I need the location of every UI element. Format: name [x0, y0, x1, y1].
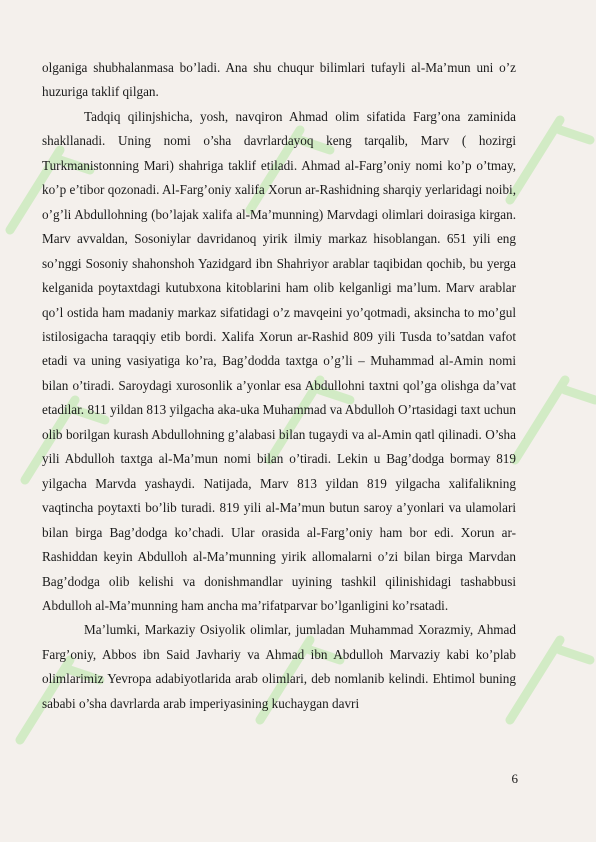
page-number: 6 [511, 771, 518, 786]
paragraph-continuation: olganiga shubhalanmasa bo’ladi. Ana shu chuqur bilimlari tufayli al-Ma’mun uni o’z huzuriga taklif qilgan. [42, 60, 516, 100]
paragraph-central-asian-scholars: Ma’lumki, Markaziy Osiyolik olimlar, jumladan Muhammad Xorazmiy, Ahmad Farg’oniy, Abbos ibn Said Javhariy va Ahmad ibn Abdulloh Marvaziy kabi ko’plab olimlarimiz Yevropa adabiyotlarida arab olimlari, deb nomlanib kelindi. Ehtimol buning sababi o’sha davrlarda arab imperiyasining kuchaygan davri [42, 622, 516, 711]
paragraph-farghani-marv: Tadqiq qilinjshicha, yosh, navqiron Ahmad olim sifatida Farg’ona zaminida shakllanadi. Uning nomi o’sha davrlardayoq keng tarqalib, Marv ( hozirgi Turkmanistonning Mari) shahriga taklif etiladi. Ahmad al-Farg’oniy nomi ko’p o’tmay, ko’p e’tibor qozonadi. Al-Farg’oniy xalifa Xorun ar-Rashidning sharqiy yerlaridagi noibi, o’g’li Abdullohning (bo’lajak xalifa al-Ma’munning) Marvdagi olimlari doirasiga kirgan. Marv avvaldan, Sosoniylar davridanoq yirik ilmiy markaz hisoblangan. 651 yili eng so’nggi Sosoniy shahonshoh Yazidgard ibn Shahriyor arablar taqibidan qochib, bu yerga kelganida poytaxtdagi kutubxona kitoblarini ham olib kelganligi ma’lum. Marv arablar qo’l ostida ham madaniy markaz sifatidagi o’z mavqeini yo’qotmadi, aksincha to mo’gul istilosigacha taraqqiy etib bordi. Xalifa Xorun ar-Rashid 809 yili Tusda to’satdan vafot etadi va uning vasiyatiga ko’ra, Bag’dodda taxtga o’g’li – Muhammad al-Amin nomi bilan o’tiradi. Saroydagi xurosonlik a’yonlar esa Abdullohni taxtni qol’ga olishga da’vat etadilar. 811 yildan 813 yilgacha aka-uka Muhammad va Abdulloh O’rtasidagi taxt uchun olib borilgan kurash Abdullohning g’alabasi bilan tugaydi va al-Amin qatl qilinadi. O’sha yili Abdulloh taxtga al-Ma’mun nomi bilan o’tiradi. Lekin u Bag’dodga bormay 819 yilgacha Marvda yashaydi. Natijada, Marv 813 yildan 819 yilgacha xalifalikning vaqtincha poytaxti bo’lib turadi. 819 yili al-Ma’mun butun saroy a’yonlari va ulamolari bilan birga Bag’dodga ko’chadi. Ular orasida al-Farg’oniy ham bor edi. Xorun ar-Rashiddan keyin Abdulloh al-Ma’munning yirik allomalarni o’zi bilan birga Marvdan Bag’dodga olib kelishi va donishmandlar uyining tashkil qilinishidagi tashabbusi Abdulloh al-Ma’munning ham ancha ma’rifatparvar bo’lganligini ko’rsatadi. [42, 108, 516, 613]
body-text [42, 56, 516, 716]
